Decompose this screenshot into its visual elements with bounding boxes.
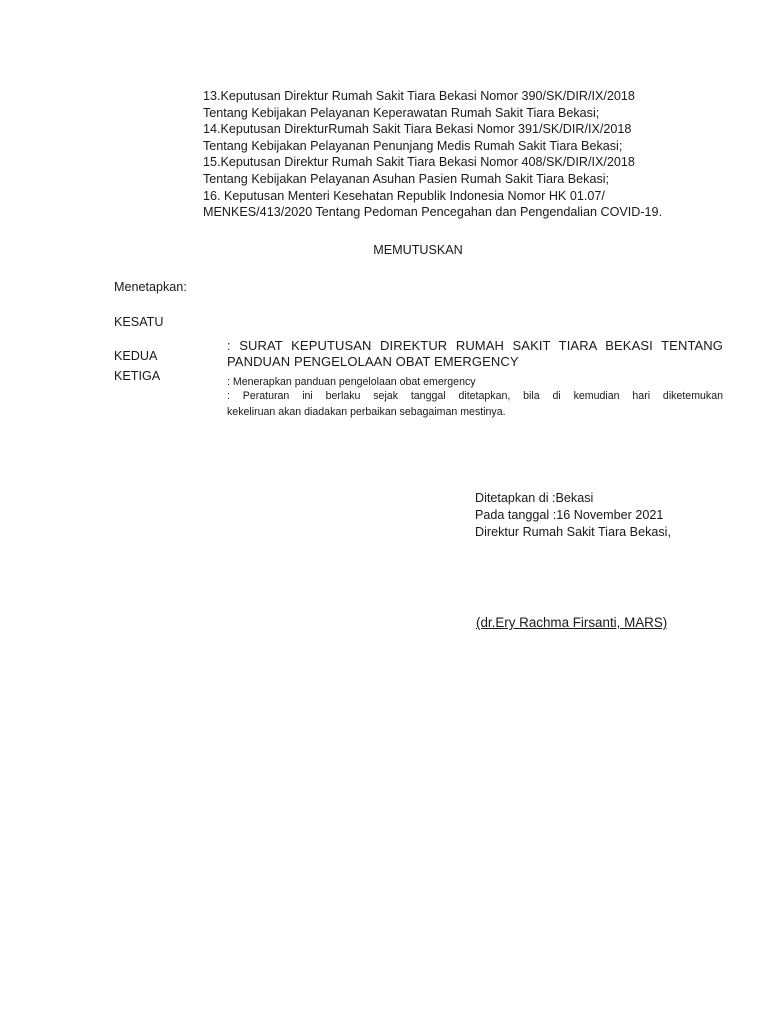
- ketiga-line1: : Peraturan ini berlaku sejak tanggal ditetapkan, bila di kemudian hari diketemukan: [227, 390, 723, 402]
- section-heading: MEMUTUSKAN: [373, 243, 463, 257]
- reference-15-line2: Tentang Kebijakan Pelayanan Asuhan Pasien Rumah Sakit Tiara Bekasi;: [203, 171, 610, 186]
- ketiga-line2: kekeliruan akan diadakan perbaikan sebagaiman mestinya.: [227, 406, 506, 418]
- signature-title: Direktur Rumah Sakit Tiara Bekasi,: [475, 525, 671, 539]
- kedua-decision-text: : Menerapkan panduan pengelolaan obat emergency: [227, 376, 476, 388]
- ketiga-decision-text: [227, 388, 723, 420]
- signature-block: [475, 490, 671, 541]
- menetapkan-label: Menetapkan:: [114, 280, 187, 294]
- reference-14-line1: 14.Keputusan DirekturRumah Sakit Tiara Bekasi Nomor 391/SK/DIR/IX/2018: [203, 122, 632, 137]
- kesatu-line2: PANDUAN PENGELOLAAN OBAT EMERGENCY: [227, 354, 519, 369]
- reference-14-line2: Tentang Kebijakan Pelayanan Penunjang Medis Rumah Sakit Tiara Bekasi;: [203, 138, 623, 153]
- kesatu-label: KESATU: [114, 315, 164, 329]
- reference-13-line1: 13.Keputusan Direktur Rumah Sakit Tiara Bekasi Nomor 390/SK/DIR/IX/2018: [203, 89, 635, 103]
- reference-16-line2: MENKES/413/2020 Tentang Pedoman Pencegahan dan Pengendalian COVID-19.: [203, 205, 663, 220]
- kedua-label: KEDUA: [114, 349, 158, 363]
- signer-name: (dr.Ery Rachma Firsanti, MARS): [476, 615, 668, 630]
- kesatu-decision-text: [227, 338, 723, 370]
- reference-13-line2: Tentang Kebijakan Pelayanan Keperawatan Rumah Sakit Tiara Bekasi;: [203, 105, 600, 120]
- reference-15-line1: 15.Keputusan Direktur Rumah Sakit Tiara Bekasi Nomor 408/SK/DIR/IX/2018: [203, 155, 635, 170]
- reference-list: [203, 88, 723, 221]
- reference-16-line1: 16. Keputusan Menteri Kesehatan Republik Indonesia Nomor HK 01.07/: [203, 188, 605, 203]
- signature-date: Pada tanggal :16 November 2021: [475, 508, 664, 522]
- kesatu-line1: : SURAT KEPUTUSAN DIREKTUR RUMAH SAKIT TIARA BEKASI TENTANG: [227, 338, 723, 353]
- ketiga-label: KETIGA: [114, 369, 161, 383]
- signature-place: Ditetapkan di :Bekasi: [475, 491, 594, 505]
